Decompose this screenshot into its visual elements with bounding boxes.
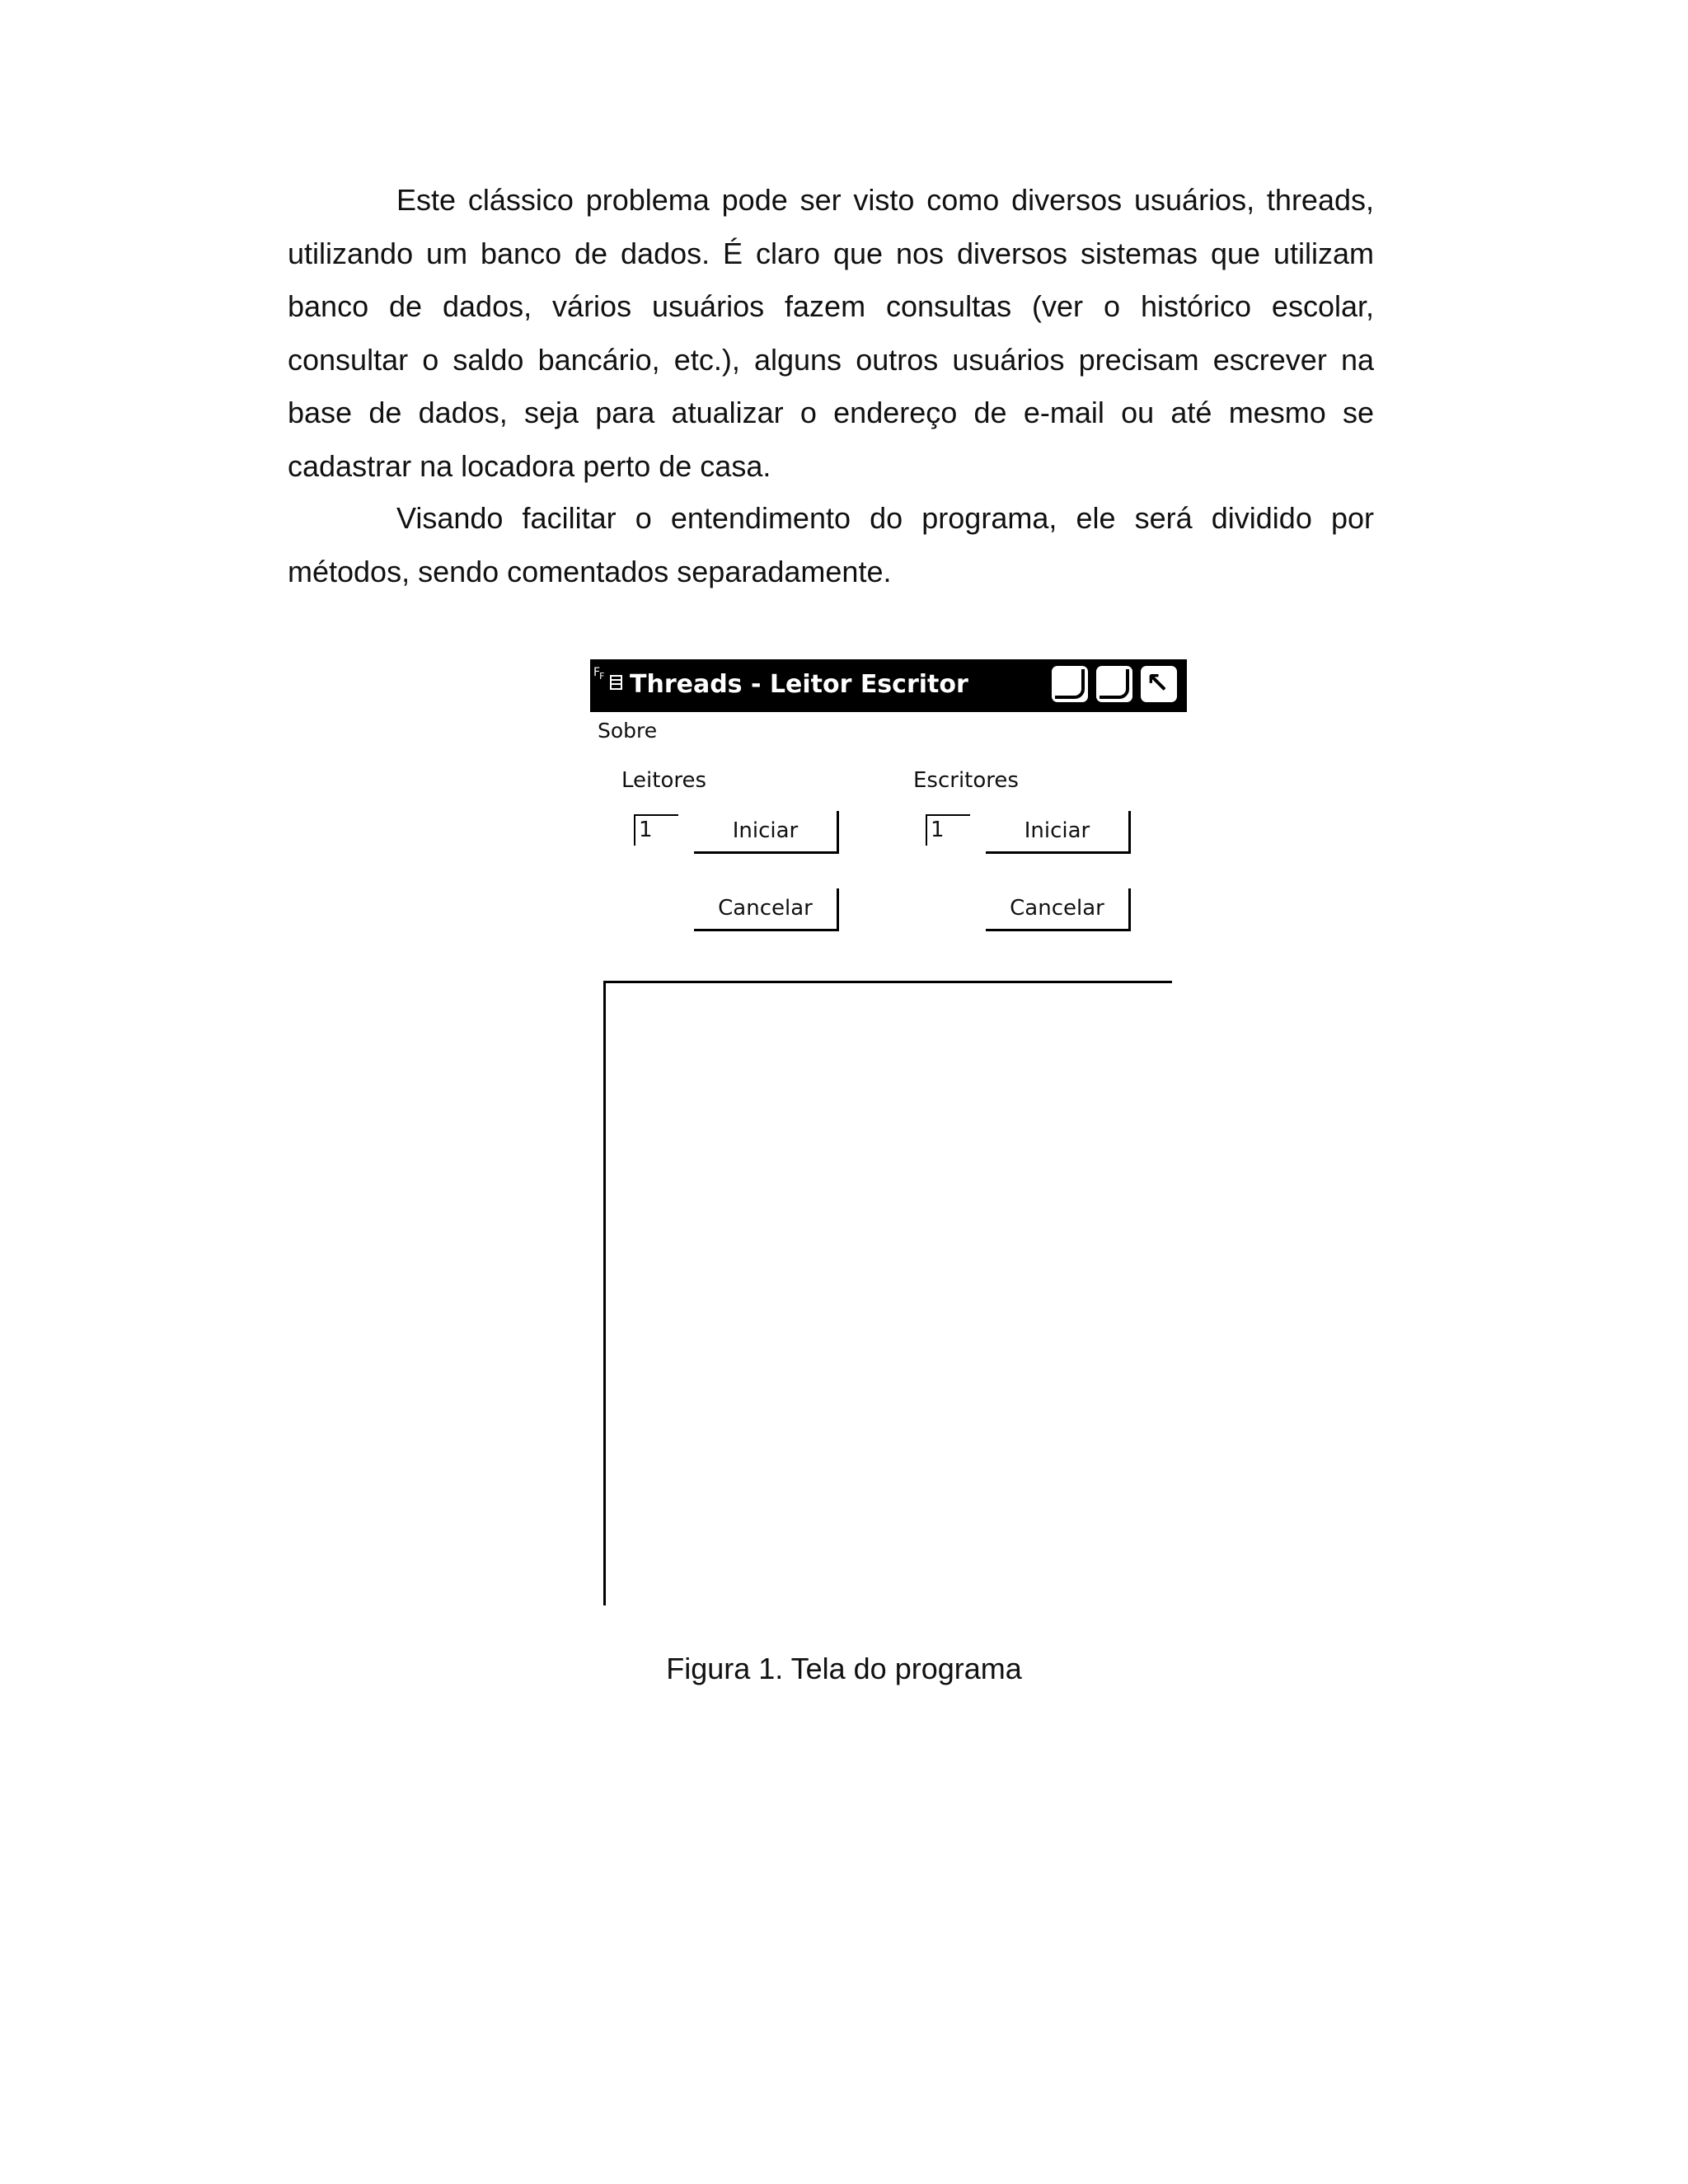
cancelar-leitores-button[interactable]: Cancelar (694, 888, 839, 931)
window-title-bar[interactable] (590, 659, 1187, 712)
cancelar-escritores-button[interactable]: Cancelar (986, 888, 1131, 931)
app-icon[interactable]: $F_F$ (593, 667, 625, 691)
leitores-label: Leitores (621, 768, 707, 793)
log-memo[interactable] (603, 981, 1172, 1605)
minimize-icon[interactable] (1052, 666, 1088, 702)
window-title: Threads - Leitor Escritor (630, 670, 968, 699)
escritores-label: Escritores (913, 768, 1019, 793)
escritores-count-input[interactable]: 1 (926, 814, 970, 846)
leitores-count-input[interactable]: 1 (634, 814, 678, 846)
program-window-screenshot (590, 659, 1187, 1607)
close-icon[interactable]: ↖ (1141, 666, 1177, 702)
figure-caption: Figura 1. Tela do programa (666, 1652, 1022, 1685)
iniciar-escritores-button[interactable]: Iniciar (986, 811, 1131, 854)
iniciar-leitores-button[interactable]: Iniciar (694, 811, 839, 854)
body-paragraph: Visando facilitar o entendimento do programa, ele será dividido por métodos, sendo comentados separadamente. (288, 501, 1374, 588)
menu-item-sobre[interactable]: Sobre (598, 719, 658, 743)
maximize-icon[interactable] (1096, 666, 1132, 702)
body-paragraph: Este clássico problema pode ser visto como diversos usuários, threads, utilizando um banco de dados. É claro que nos diversos sistemas que utilizam banco de dados, vários usuários fazem consultas (ver o histórico escolar, consultar o saldo bancário, etc.), alguns outros usuários precisam escrever na base de dados, seja para atualizar o endereço de e-mail ou até mesmo se cadastrar na locadora perto de casa. (288, 183, 1374, 483)
menu-bar (598, 719, 657, 743)
